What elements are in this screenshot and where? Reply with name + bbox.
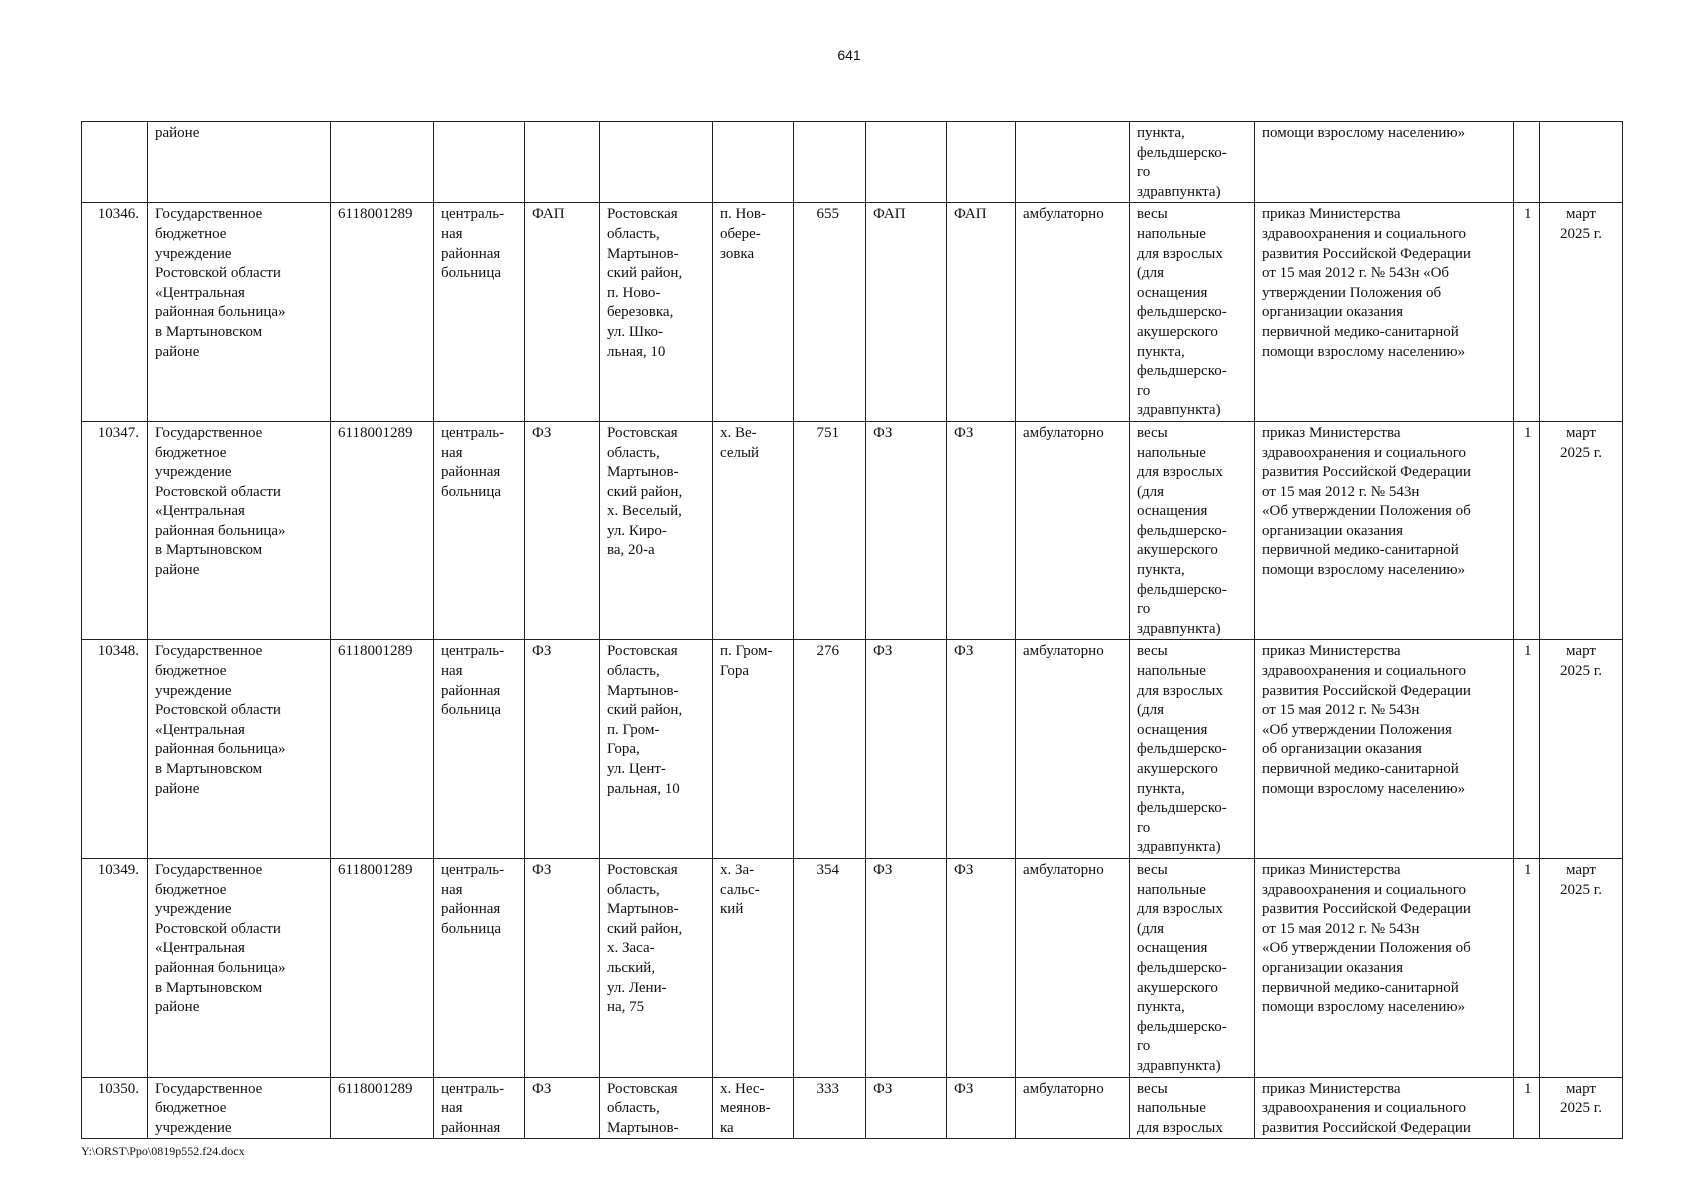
quantity-cell: 1 [1514, 858, 1540, 1077]
subunit-kind-cell: ФЗ [947, 421, 1016, 640]
row-number: 10350. [82, 1077, 148, 1139]
inn-cell: 6118001289 [331, 858, 434, 1077]
quantity-cell: 1 [1514, 640, 1540, 859]
inn-cell [331, 122, 434, 203]
org-type-cell [434, 122, 525, 203]
org-type-cell: централь- ная районная больница [434, 640, 525, 859]
org-type-cell: централь- ная районная больница [434, 858, 525, 1077]
row-number: 10349. [82, 858, 148, 1077]
table-row [82, 1077, 1623, 1139]
legal-basis-cell: приказ Министерства здравоохранения и социального развития Российской Федерации от 15 мая 2012 г. № 543н «Об утверждении Положения об организации оказания первичной медико-санитарной помощи взрослому населению» [1255, 640, 1514, 859]
table-row [82, 122, 1623, 203]
locality-cell [713, 122, 794, 203]
row-number: 10347. [82, 421, 148, 640]
inn-cell: 6118001289 [331, 421, 434, 640]
table-row [82, 203, 1623, 422]
registry-table [81, 121, 1623, 1139]
unit-type-cell: ФЗ [525, 421, 600, 640]
org-type-cell: централь- ная районная больница [434, 421, 525, 640]
organization-name: Государственное бюджетное учреждение Ростовской области «Центральная районная больница» в Мартыновском районе [148, 858, 331, 1077]
unit-type-cell [525, 122, 600, 203]
table-row [82, 858, 1623, 1077]
unit-type-cell: ФЗ [525, 640, 600, 859]
legal-basis-cell: приказ Министерства здравоохранения и социального развития Российской Федерации [1255, 1077, 1514, 1139]
date-cell [1540, 122, 1623, 203]
address-cell: Ростовская область, Мартынов- ский район, х. Веселый, ул. Киро- ва, 20-а [600, 421, 713, 640]
organization-name: Государственное бюджетное учреждение Ростовской области «Центральная районная больница» в Мартыновском районе [148, 421, 331, 640]
subunit-kind-cell [947, 122, 1016, 203]
equipment-cell: весы напольные для взрослых (для оснащения фельдшерско- акушерского пункта, фельдшерско- го здравпункта) [1130, 858, 1255, 1077]
legal-basis-cell: приказ Министерства здравоохранения и социального развития Российской Федерации от 15 мая 2012 г. № 543н «Об утверждении Положения об организации оказания первичной медико-санитарной помощи взрослому населению» [1255, 858, 1514, 1077]
page-number: 641 [837, 47, 861, 63]
legal-basis-cell: приказ Министерства здравоохранения и социального развития Российской Федерации от 15 мая 2012 г. № 543н «Об утверждении Положения об организации оказания первичной медико-санитарной помощи взрослому населению» [1255, 203, 1514, 422]
equipment-cell: весы напольные для взрослых (для оснащения фельдшерско- акушерского пункта, фельдшерско- го здравпункта) [1130, 640, 1255, 859]
address-cell [600, 122, 713, 203]
subunit-cell [866, 122, 947, 203]
subunit-kind-cell: ФЗ [947, 858, 1016, 1077]
row-number: 10346. [82, 203, 148, 422]
subunit-cell: ФАП [866, 203, 947, 422]
quantity-cell: 1 [1514, 421, 1540, 640]
population-cell: 354 [794, 858, 866, 1077]
organization-name: Государственное бюджетное учреждение [148, 1077, 331, 1139]
care-mode-cell: амбулаторно [1016, 858, 1130, 1077]
subunit-cell: ФЗ [866, 640, 947, 859]
organization-name: районе [148, 122, 331, 203]
equipment-cell: весы напольные для взрослых [1130, 1077, 1255, 1139]
subunit-kind-cell: ФАП [947, 203, 1016, 422]
locality-cell: п. Гром- Гора [713, 640, 794, 859]
legal-basis-cell: помощи взрослому населению» [1255, 122, 1514, 203]
care-mode-cell: амбулаторно [1016, 421, 1130, 640]
table-row [82, 640, 1623, 859]
address-cell: Ростовская область, Мартынов- ский район, п. Ново- березовка, ул. Шко- льная, 10 [600, 203, 713, 422]
footer-file-path: Y:\ORST\Ppo\0819p552.f24.docx [81, 1144, 245, 1158]
subunit-cell: ФЗ [866, 421, 947, 640]
date-cell: март 2025 г. [1540, 640, 1623, 859]
inn-cell: 6118001289 [331, 640, 434, 859]
equipment-cell: весы напольные для взрослых (для оснащения фельдшерско- акушерского пункта, фельдшерско- го здравпункта) [1130, 421, 1255, 640]
organization-name: Государственное бюджетное учреждение Ростовской области «Центральная районная больница» в Мартыновском районе [148, 640, 331, 859]
population-cell [794, 122, 866, 203]
locality-cell: х. Ве- селый [713, 421, 794, 640]
care-mode-cell: амбулаторно [1016, 640, 1130, 859]
quantity-cell: 1 [1514, 1077, 1540, 1139]
table-body [82, 122, 1623, 1139]
date-cell: март 2025 г. [1540, 203, 1623, 422]
quantity-cell [1514, 122, 1540, 203]
unit-type-cell: ФАП [525, 203, 600, 422]
unit-type-cell: ФЗ [525, 1077, 600, 1139]
date-cell: март 2025 г. [1540, 858, 1623, 1077]
date-cell: март 2025 г. [1540, 1077, 1623, 1139]
organization-name: Государственное бюджетное учреждение Ростовской области «Центральная районная больница» в Мартыновском районе [148, 203, 331, 422]
row-number: 10348. [82, 640, 148, 859]
locality-cell: п. Нов- обере- зовка [713, 203, 794, 422]
date-cell: март 2025 г. [1540, 421, 1623, 640]
quantity-cell: 1 [1514, 203, 1540, 422]
address-cell: Ростовская область, Мартынов- [600, 1077, 713, 1139]
unit-type-cell: ФЗ [525, 858, 600, 1077]
locality-cell: х. За- сальс- кий [713, 858, 794, 1077]
population-cell: 333 [794, 1077, 866, 1139]
org-type-cell: централь- ная районная [434, 1077, 525, 1139]
inn-cell: 6118001289 [331, 203, 434, 422]
care-mode-cell [1016, 122, 1130, 203]
population-cell: 276 [794, 640, 866, 859]
equipment-cell: пункта, фельдшерско- го здравпункта) [1130, 122, 1255, 203]
legal-basis-cell: приказ Министерства здравоохранения и социального развития Российской Федерации от 15 мая 2012 г. № 543н «Об утверждении Положения об организации оказания первичной медико-санитарной помощи взрослому населению» [1255, 421, 1514, 640]
subunit-cell: ФЗ [866, 858, 947, 1077]
table-row [82, 421, 1623, 640]
equipment-cell: весы напольные для взрослых (для оснащения фельдшерско- акушерского пункта, фельдшерско- го здравпункта) [1130, 203, 1255, 422]
org-type-cell: централь- ная районная больница [434, 203, 525, 422]
address-cell: Ростовская область, Мартынов- ский район, х. Заса- льский, ул. Лени- на, 75 [600, 858, 713, 1077]
inn-cell: 6118001289 [331, 1077, 434, 1139]
subunit-kind-cell: ФЗ [947, 1077, 1016, 1139]
population-cell: 655 [794, 203, 866, 422]
address-cell: Ростовская область, Мартынов- ский район, п. Гром- Гора, ул. Цент- ральная, 10 [600, 640, 713, 859]
care-mode-cell: амбулаторно [1016, 1077, 1130, 1139]
care-mode-cell: амбулаторно [1016, 203, 1130, 422]
subunit-cell: ФЗ [866, 1077, 947, 1139]
locality-cell: х. Нес- меянов- ка [713, 1077, 794, 1139]
subunit-kind-cell: ФЗ [947, 640, 1016, 859]
population-cell: 751 [794, 421, 866, 640]
row-number [82, 122, 148, 203]
